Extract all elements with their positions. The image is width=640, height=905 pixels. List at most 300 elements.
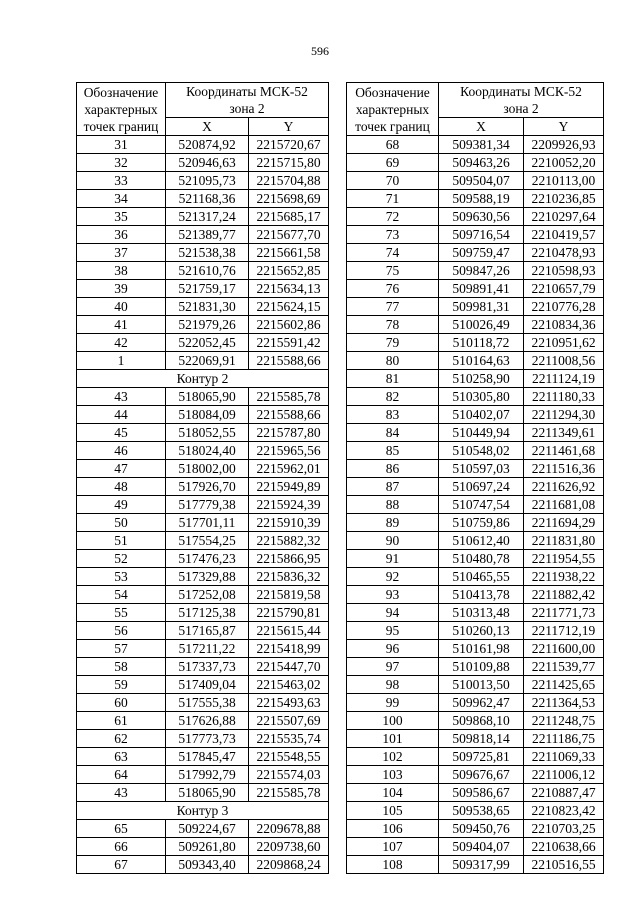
y-coordinate-cell: 2211180,33 <box>524 388 604 406</box>
point-number-cell: 61 <box>77 712 166 730</box>
table-row <box>77 424 329 442</box>
table-row <box>347 568 604 586</box>
x-column-header: X <box>439 118 524 136</box>
point-number-cell: 52 <box>77 550 166 568</box>
point-number-cell: 107 <box>347 838 439 856</box>
y-coordinate-cell: 2215548,55 <box>249 748 329 766</box>
table-row <box>347 496 604 514</box>
point-number-cell: 42 <box>77 334 166 352</box>
point-number-cell: 97 <box>347 658 439 676</box>
contour-heading-row <box>77 802 329 820</box>
x-coordinate-cell: 510548,02 <box>439 442 524 460</box>
point-number-cell: 66 <box>77 838 166 856</box>
point-number-cell: 95 <box>347 622 439 640</box>
point-number-cell: 98 <box>347 676 439 694</box>
point-number-cell: 92 <box>347 568 439 586</box>
table-row <box>347 730 604 748</box>
coordinates-zone: зона 2 <box>166 100 329 118</box>
y-coordinate-cell: 2215882,32 <box>249 532 329 550</box>
x-coordinate-cell: 509981,31 <box>439 298 524 316</box>
table-row <box>347 226 604 244</box>
x-coordinate-cell: 517773,73 <box>166 730 249 748</box>
coordinates-title: Координаты МСК-52 <box>166 83 329 101</box>
table-row <box>77 550 329 568</box>
y-coordinate-cell: 2215585,78 <box>249 388 329 406</box>
point-number-cell: 49 <box>77 496 166 514</box>
x-coordinate-cell: 509676,67 <box>439 766 524 784</box>
header-line: характерных <box>84 101 158 117</box>
point-number-cell: 56 <box>77 622 166 640</box>
y-coordinate-cell: 2215965,56 <box>249 442 329 460</box>
table-body <box>347 136 604 874</box>
point-designation-header <box>347 83 439 136</box>
table-row <box>77 658 329 676</box>
x-coordinate-cell: 521831,30 <box>166 298 249 316</box>
point-number-cell: 78 <box>347 316 439 334</box>
y-coordinate-cell: 2211124,19 <box>524 370 604 388</box>
x-coordinate-cell: 510026,49 <box>439 316 524 334</box>
point-number-cell: 43 <box>77 388 166 406</box>
table-row <box>77 730 329 748</box>
y-coordinate-cell: 2215836,32 <box>249 568 329 586</box>
x-coordinate-cell: 517409,04 <box>166 676 249 694</box>
point-number-cell: 35 <box>77 208 166 226</box>
y-coordinate-cell: 2215704,88 <box>249 172 329 190</box>
table-row <box>77 820 329 838</box>
y-coordinate-cell: 2215866,95 <box>249 550 329 568</box>
table-row <box>347 802 604 820</box>
y-coordinate-cell: 2210297,64 <box>524 208 604 226</box>
x-coordinate-cell: 510118,72 <box>439 334 524 352</box>
y-coordinate-cell: 2215447,70 <box>249 658 329 676</box>
point-number-cell: 64 <box>77 766 166 784</box>
table-row <box>347 154 604 172</box>
point-number-cell: 102 <box>347 748 439 766</box>
table-row <box>77 838 329 856</box>
y-coordinate-cell: 2215418,99 <box>249 640 329 658</box>
x-coordinate-cell: 517252,08 <box>166 586 249 604</box>
table-row <box>347 298 604 316</box>
y-coordinate-cell: 2210516,55 <box>524 856 604 874</box>
table-row <box>347 514 604 532</box>
table-row <box>347 262 604 280</box>
y-coordinate-cell: 2210236,85 <box>524 190 604 208</box>
point-number-cell: 53 <box>77 568 166 586</box>
point-number-cell: 86 <box>347 460 439 478</box>
y-coordinate-cell: 2211461,68 <box>524 442 604 460</box>
x-coordinate-cell: 517211,22 <box>166 640 249 658</box>
y-coordinate-cell: 2211831,80 <box>524 532 604 550</box>
y-coordinate-cell: 2215652,85 <box>249 262 329 280</box>
point-number-cell: 32 <box>77 154 166 172</box>
table-row <box>77 262 329 280</box>
y-coordinate-cell: 2215698,69 <box>249 190 329 208</box>
x-coordinate-cell: 517165,87 <box>166 622 249 640</box>
point-number-cell: 38 <box>77 262 166 280</box>
table-row <box>77 694 329 712</box>
y-coordinate-cell: 2211938,22 <box>524 568 604 586</box>
y-coordinate-cell: 2211626,92 <box>524 478 604 496</box>
point-number-cell: 87 <box>347 478 439 496</box>
point-number-cell: 100 <box>347 712 439 730</box>
table-row <box>77 298 329 316</box>
x-coordinate-cell: 509261,80 <box>166 838 249 856</box>
x-coordinate-cell: 510260,13 <box>439 622 524 640</box>
y-coordinate-cell: 2215588,66 <box>249 352 329 370</box>
y-coordinate-cell: 2215661,58 <box>249 244 329 262</box>
x-coordinate-cell: 509847,26 <box>439 262 524 280</box>
y-coordinate-cell: 2215624,15 <box>249 298 329 316</box>
table-row <box>77 586 329 604</box>
table-row <box>77 406 329 424</box>
x-coordinate-cell: 517337,73 <box>166 658 249 676</box>
y-coordinate-cell: 2211954,55 <box>524 550 604 568</box>
x-coordinate-cell: 520874,92 <box>166 136 249 154</box>
y-coordinate-cell: 2210657,79 <box>524 280 604 298</box>
point-number-cell: 71 <box>347 190 439 208</box>
y-coordinate-cell: 2211186,75 <box>524 730 604 748</box>
x-coordinate-cell: 510480,78 <box>439 550 524 568</box>
table-row <box>347 856 604 874</box>
y-coordinate-cell: 2211882,42 <box>524 586 604 604</box>
point-number-cell: 31 <box>77 136 166 154</box>
y-coordinate-cell: 2211425,65 <box>524 676 604 694</box>
point-number-cell: 50 <box>77 514 166 532</box>
point-number-cell: 58 <box>77 658 166 676</box>
x-coordinate-cell: 521979,26 <box>166 316 249 334</box>
x-coordinate-cell: 517329,88 <box>166 568 249 586</box>
table-body <box>77 136 329 874</box>
y-coordinate-cell: 2210823,42 <box>524 802 604 820</box>
table-row <box>77 604 329 622</box>
y-coordinate-cell: 2211006,12 <box>524 766 604 784</box>
x-coordinate-cell: 517926,70 <box>166 478 249 496</box>
y-coordinate-cell: 2211294,30 <box>524 406 604 424</box>
table-row <box>347 208 604 226</box>
table-row <box>77 514 329 532</box>
point-number-cell: 33 <box>77 172 166 190</box>
header-line: точек границ <box>355 118 430 134</box>
table-row <box>347 532 604 550</box>
x-coordinate-cell: 510305,80 <box>439 388 524 406</box>
x-coordinate-cell: 518065,90 <box>166 388 249 406</box>
page-number: 596 <box>311 44 329 58</box>
y-coordinate-cell: 2210113,00 <box>524 172 604 190</box>
x-coordinate-cell: 510697,24 <box>439 478 524 496</box>
table-row <box>347 388 604 406</box>
table-row <box>347 478 604 496</box>
coordinates-zone: зона 2 <box>439 100 604 118</box>
table-row <box>77 532 329 550</box>
point-number-cell: 81 <box>347 370 439 388</box>
y-coordinate-cell: 2210052,20 <box>524 154 604 172</box>
header-line: характерных <box>355 101 430 117</box>
table-row <box>77 136 329 154</box>
contour-heading-row <box>77 370 329 388</box>
y-coordinate-cell: 2215493,63 <box>249 694 329 712</box>
y-coordinate-cell: 2211712,19 <box>524 622 604 640</box>
x-coordinate-cell: 510612,40 <box>439 532 524 550</box>
x-coordinate-cell: 518024,40 <box>166 442 249 460</box>
x-coordinate-cell: 521389,77 <box>166 226 249 244</box>
y-coordinate-cell: 2210703,25 <box>524 820 604 838</box>
point-number-cell: 57 <box>77 640 166 658</box>
point-number-cell: 84 <box>347 424 439 442</box>
x-coordinate-cell: 517555,38 <box>166 694 249 712</box>
point-number-cell: 36 <box>77 226 166 244</box>
table-row <box>77 478 329 496</box>
point-number-cell: 70 <box>347 172 439 190</box>
x-coordinate-cell: 509962,47 <box>439 694 524 712</box>
x-coordinate-cell: 510161,98 <box>439 640 524 658</box>
point-number-cell: 80 <box>347 352 439 370</box>
point-number-cell: 69 <box>347 154 439 172</box>
contour-label: Контур 3 <box>77 802 329 820</box>
x-coordinate-cell: 509725,81 <box>439 748 524 766</box>
table-row <box>347 334 604 352</box>
point-number-cell: 65 <box>77 820 166 838</box>
y-coordinate-cell: 2210638,66 <box>524 838 604 856</box>
y-coordinate-cell: 2215924,39 <box>249 496 329 514</box>
point-number-cell: 55 <box>77 604 166 622</box>
x-coordinate-cell: 518084,09 <box>166 406 249 424</box>
x-coordinate-cell: 521168,36 <box>166 190 249 208</box>
x-coordinate-cell: 509463,26 <box>439 154 524 172</box>
point-number-cell: 37 <box>77 244 166 262</box>
table-row <box>77 442 329 460</box>
point-number-cell: 46 <box>77 442 166 460</box>
table-row <box>347 370 604 388</box>
table-row <box>77 172 329 190</box>
x-coordinate-cell: 522069,91 <box>166 352 249 370</box>
x-coordinate-cell: 522052,45 <box>166 334 249 352</box>
point-number-cell: 34 <box>77 190 166 208</box>
x-coordinate-cell: 509381,34 <box>439 136 524 154</box>
x-coordinate-cell: 510413,78 <box>439 586 524 604</box>
y-coordinate-cell: 2210419,57 <box>524 226 604 244</box>
y-coordinate-cell: 2210834,36 <box>524 316 604 334</box>
table-row <box>347 190 604 208</box>
y-coordinate-cell: 2215463,02 <box>249 676 329 694</box>
x-coordinate-cell: 521610,76 <box>166 262 249 280</box>
point-number-cell: 62 <box>77 730 166 748</box>
x-coordinate-cell: 521759,17 <box>166 280 249 298</box>
contour-label: Контур 2 <box>77 370 329 388</box>
y-coordinate-cell: 2210478,93 <box>524 244 604 262</box>
table-row <box>347 424 604 442</box>
point-number-cell: 79 <box>347 334 439 352</box>
y-coordinate-cell: 2211681,08 <box>524 496 604 514</box>
table-row <box>347 406 604 424</box>
x-coordinate-cell: 509224,67 <box>166 820 249 838</box>
point-number-cell: 94 <box>347 604 439 622</box>
table-row <box>347 694 604 712</box>
point-number-cell: 91 <box>347 550 439 568</box>
x-coordinate-cell: 518002,00 <box>166 460 249 478</box>
x-coordinate-cell: 517476,23 <box>166 550 249 568</box>
y-column-header: Y <box>524 118 604 136</box>
x-coordinate-cell: 509586,67 <box>439 784 524 802</box>
header-line: Обозначение <box>83 84 159 100</box>
point-number-cell: 108 <box>347 856 439 874</box>
table-row <box>347 658 604 676</box>
table-row <box>347 622 604 640</box>
y-coordinate-cell: 2210776,28 <box>524 298 604 316</box>
table-row <box>77 352 329 370</box>
coordinates-table-left <box>76 82 329 874</box>
x-coordinate-cell: 509343,40 <box>166 856 249 874</box>
x-coordinate-cell: 509404,07 <box>439 838 524 856</box>
y-coordinate-cell: 2211771,73 <box>524 604 604 622</box>
point-number-cell: 72 <box>347 208 439 226</box>
point-number-cell: 44 <box>77 406 166 424</box>
table-row <box>77 154 329 172</box>
y-coordinate-cell: 2215591,42 <box>249 334 329 352</box>
x-coordinate-cell: 521317,24 <box>166 208 249 226</box>
x-coordinate-cell: 509891,41 <box>439 280 524 298</box>
table-row <box>347 640 604 658</box>
table-row <box>347 352 604 370</box>
table-row <box>77 316 329 334</box>
x-coordinate-cell: 517554,25 <box>166 532 249 550</box>
y-coordinate-cell: 2215685,17 <box>249 208 329 226</box>
x-coordinate-cell: 510597,03 <box>439 460 524 478</box>
x-coordinate-cell: 510402,07 <box>439 406 524 424</box>
y-coordinate-cell: 2215819,58 <box>249 586 329 604</box>
y-coordinate-cell: 2211248,75 <box>524 712 604 730</box>
x-coordinate-cell: 509504,07 <box>439 172 524 190</box>
table-row <box>77 676 329 694</box>
x-coordinate-cell: 510465,55 <box>439 568 524 586</box>
table-row <box>77 280 329 298</box>
y-coordinate-cell: 2215787,80 <box>249 424 329 442</box>
point-number-cell: 85 <box>347 442 439 460</box>
y-coordinate-cell: 2211069,33 <box>524 748 604 766</box>
point-number-cell: 68 <box>347 136 439 154</box>
y-coordinate-cell: 2211694,29 <box>524 514 604 532</box>
point-number-cell: 73 <box>347 226 439 244</box>
x-coordinate-cell: 510747,54 <box>439 496 524 514</box>
point-number-cell: 106 <box>347 820 439 838</box>
point-number-cell: 63 <box>77 748 166 766</box>
table-row <box>347 550 604 568</box>
x-coordinate-cell: 517992,79 <box>166 766 249 784</box>
point-number-cell: 41 <box>77 316 166 334</box>
y-coordinate-cell: 2215585,78 <box>249 784 329 802</box>
table-row <box>77 496 329 514</box>
table-row <box>77 712 329 730</box>
table-row <box>77 190 329 208</box>
table-row <box>77 784 329 802</box>
x-coordinate-cell: 517845,47 <box>166 748 249 766</box>
point-number-cell: 60 <box>77 694 166 712</box>
table-row <box>347 136 604 154</box>
y-coordinate-cell: 2215574,03 <box>249 766 329 784</box>
table-row <box>347 820 604 838</box>
table-row <box>77 748 329 766</box>
point-number-cell: 67 <box>77 856 166 874</box>
table-row <box>347 748 604 766</box>
y-coordinate-cell: 2215602,86 <box>249 316 329 334</box>
point-number-cell: 105 <box>347 802 439 820</box>
x-coordinate-cell: 510013,50 <box>439 676 524 694</box>
point-number-cell: 83 <box>347 406 439 424</box>
point-number-cell: 43 <box>77 784 166 802</box>
point-number-cell: 99 <box>347 694 439 712</box>
x-coordinate-cell: 509630,56 <box>439 208 524 226</box>
x-coordinate-cell: 509538,65 <box>439 802 524 820</box>
table-row <box>347 676 604 694</box>
y-coordinate-cell: 2215507,69 <box>249 712 329 730</box>
y-coordinate-cell: 2211349,61 <box>524 424 604 442</box>
table-row <box>347 172 604 190</box>
y-coordinate-cell: 2215910,39 <box>249 514 329 532</box>
point-number-cell: 101 <box>347 730 439 748</box>
y-coordinate-cell: 2209868,24 <box>249 856 329 874</box>
point-number-cell: 93 <box>347 586 439 604</box>
y-coordinate-cell: 2209926,93 <box>524 136 604 154</box>
x-coordinate-cell: 509868,10 <box>439 712 524 730</box>
y-coordinate-cell: 2215677,70 <box>249 226 329 244</box>
y-coordinate-cell: 2211600,00 <box>524 640 604 658</box>
y-coordinate-cell: 2215790,81 <box>249 604 329 622</box>
y-coordinate-cell: 2211539,77 <box>524 658 604 676</box>
y-coordinate-cell: 2209678,88 <box>249 820 329 838</box>
coordinates-title: Координаты МСК-52 <box>439 83 604 101</box>
table-row <box>347 244 604 262</box>
x-coordinate-cell: 509317,99 <box>439 856 524 874</box>
point-number-cell: 96 <box>347 640 439 658</box>
x-coordinate-cell: 509716,54 <box>439 226 524 244</box>
y-coordinate-cell: 2211008,56 <box>524 352 604 370</box>
point-number-cell: 1 <box>77 352 166 370</box>
point-number-cell: 45 <box>77 424 166 442</box>
point-number-cell: 89 <box>347 514 439 532</box>
y-coordinate-cell: 2215535,74 <box>249 730 329 748</box>
table-row <box>347 586 604 604</box>
table-row <box>77 460 329 478</box>
x-coordinate-cell: 509759,47 <box>439 244 524 262</box>
table-row <box>347 712 604 730</box>
point-number-cell: 59 <box>77 676 166 694</box>
x-coordinate-cell: 510258,90 <box>439 370 524 388</box>
point-number-cell: 48 <box>77 478 166 496</box>
point-number-cell: 82 <box>347 388 439 406</box>
y-coordinate-cell: 2215720,67 <box>249 136 329 154</box>
table-row <box>77 622 329 640</box>
table-row <box>347 460 604 478</box>
y-coordinate-cell: 2215962,01 <box>249 460 329 478</box>
point-number-cell: 75 <box>347 262 439 280</box>
header-line: Обозначение <box>355 84 430 100</box>
point-number-cell: 90 <box>347 532 439 550</box>
x-coordinate-cell: 510759,86 <box>439 514 524 532</box>
table-row <box>347 280 604 298</box>
point-number-cell: 77 <box>347 298 439 316</box>
x-coordinate-cell: 510449,94 <box>439 424 524 442</box>
y-column-header: Y <box>249 118 329 136</box>
table-row <box>77 226 329 244</box>
x-coordinate-cell: 517701,11 <box>166 514 249 532</box>
y-coordinate-cell: 2215634,13 <box>249 280 329 298</box>
table-row <box>77 388 329 406</box>
x-coordinate-cell: 509450,76 <box>439 820 524 838</box>
table-row <box>347 604 604 622</box>
table-row <box>77 856 329 874</box>
table-row <box>347 316 604 334</box>
y-coordinate-cell: 2215715,80 <box>249 154 329 172</box>
x-coordinate-cell: 510164,63 <box>439 352 524 370</box>
